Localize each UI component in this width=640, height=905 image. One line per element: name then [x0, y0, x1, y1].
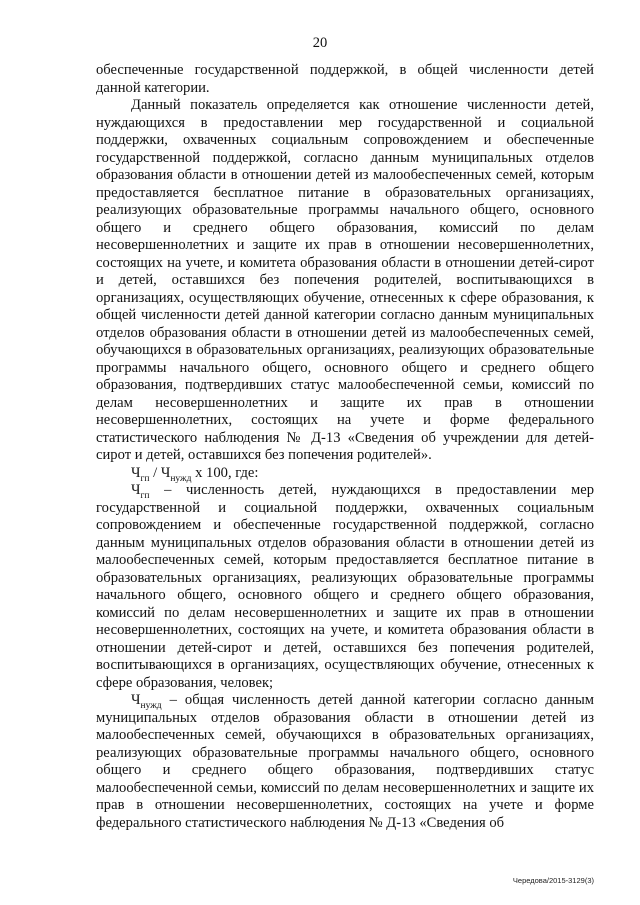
symbol-ch-gp: $Ч_{гп}$ — [131, 482, 150, 501]
definition-ch-gp — [96, 482, 594, 692]
formula-numerator: $Ч_{гп}$ — [131, 464, 150, 484]
page-number: 20 — [312, 35, 328, 51]
footer-document-code: Чередова/2015-3129(3) — [512, 876, 594, 885]
formula-slash: / — [149, 464, 161, 481]
formula-denominator: $Ч_{нужд}$ — [160, 464, 192, 484]
paragraph-continuation: обеспеченные государственной поддержкой, в общей численности детей данной категории. — [96, 62, 594, 96]
symbol-ch-nuzhd: $Ч_{нужд}$ — [131, 692, 162, 711]
paragraph-indicator-definition: Данный показатель определяется как отношение численности детей, нуждающихся в предоставлении мер государственной и социальной поддержки, охваченных социальным сопровождением и обеспеченные государственной поддержкой, согласно данным муниципальных отделов образования области в отношении детей из малообеспеченных семей, которым предоставляется бесплатное питание в образовательных организациях, реализующих образовательные программы начального общего, основного общего и среднего общего образования, комиссий по делам несовершеннолетних и защите их прав в отношении несовершеннолетних, состоящих на учете, и комитета образования области в отношении детей-сирот и детей, оставшихся без попечения родителей, воспитывающихся в организациях, осуществляющих обучение, отнесенных к сфере образования, к общей численности детей данной категории согласно данным муниципальных отделов образования области в отношении детей из малообеспеченных семей, обучающихся в образовательных организациях, реализующих образовательные программы начального общего, основного общего и среднего общего образования, подтвердивших статус малообеспеченной семьи, комиссий по делам несовершеннолетних и защите их прав в отношении несовершеннолетних, состоящих на учете и форме федерального статистического наблюдения № Д-13 «Сведения об учреждении для детей-сирот и детей, оставшихся без попечения родителей». — [96, 97, 594, 463]
formula-line — [96, 465, 594, 483]
document-body — [96, 62, 594, 832]
formula-tail: х 100, где: — [191, 464, 259, 481]
definition-ch-nuzhd — [96, 692, 594, 832]
definition-ch-gp-text: – численность детей, нуждающихся в предоставлении мер государственной и социальной поддержки, охваченных социальным сопровождением и обеспеченные государственной поддержкой, согласно данным муниципальных отделов образования области в отношении детей из малообеспеченных семей, которым предоставляется бесплатное питание в образовательных организациях, реализующих образовательные программы начального общего, основного общего и среднего общего образования, комиссий по делам несовершеннолетних и защите их прав в отношении несовершеннолетних, состоящих на учете, и комитета образования области в отношении детей-сирот и детей, оставшихся без попечения родителей, воспитывающихся в организациях, осуществляющих обучение, отнесенных к сфере образования, человек; — [96, 482, 594, 691]
definition-ch-nuzhd-text: – общая численность детей данной категории согласно данным муниципальных отделов образования области в отношении детей из малообеспеченных семей, обучающихся в образовательных организациях, реализующих образовательные программы начального общего, основного общего и среднего общего образования, подтвердивших статус малообеспеченной семьи, комиссий по делам несовершеннолетних и защите их прав в отношении несовершеннолетних, состоящих на учете и форме федерального статистического наблюдения № Д-13 «Сведения об — [96, 692, 594, 831]
